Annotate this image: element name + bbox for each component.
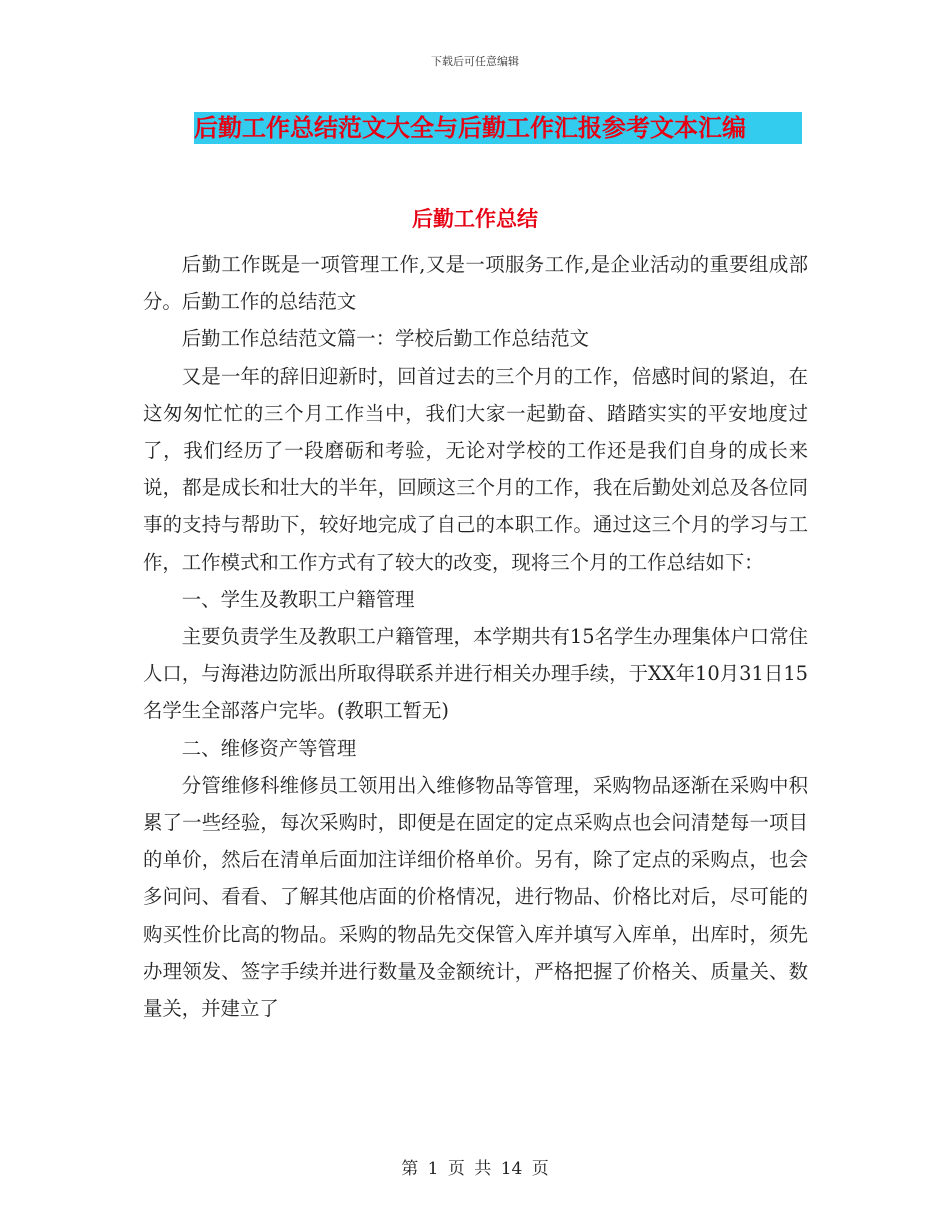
paragraph-maintenance-assets: 分管维修科维修员工领用出入维修物品等管理，采购物品逐渐在采购中积累了一些经验，每次采购时，即便是在固定的定点采购点也会问清楚每一项目的单价，然后在清单后面加注详细价格单价。另有，除了定点的采购点，也会多问问、看看、了解其他店面的价格情况，进行物品、价格比对后，尽可能的购买性价比高的物品。采购的物品先交保管入库并填写入库单，出库时，须先办理领发、签字手续并进行数量及金额统计，严格把握了价格关、质量关、数量关，并建立了	[143, 773, 808, 1021]
heading-maintenance-assets: 二、维修资产等管理	[181, 736, 357, 760]
document-title: 后勤工作总结范文大全与后勤工作汇报参考文本汇编	[194, 112, 802, 144]
section-title: 后勤工作总结	[412, 207, 538, 231]
paragraph-intro: 后勤工作既是一项管理工作,又是一项服务工作,是企业活动的重要组成部分。后勤工作的总结范文	[143, 253, 808, 314]
header-note: 下载后可任意编辑	[431, 55, 519, 68]
paragraph-household-registration: 主要负责学生及教职工户籍管理，本学期共有15名学生办理集体户口常住人口，与海港边防派出所取得联系并进行相关办理手续，于XX年10月31日15名学生全部落户完毕。(教职工暂无)	[143, 625, 808, 723]
heading-household-registration: 一、学生及教职工户籍管理	[181, 587, 415, 611]
page-footer: 第 1 页 共 14 页	[401, 1159, 549, 1179]
paragraph-opening: 又是一年的辞旧迎新时，回首过去的三个月的工作，倍感时间的紧迫，在这匆匆忙忙的三个月工作当中，我们大家一起勤奋、踏踏实实的平安地度过了，我们经历了一段磨砺和考验，无论对学校的工作还是我们自身的成长来说，都是成长和壮大的半年，回顾这三个月的工作，我在后勤处刘总及各位同事的支持与帮助下，较好地完成了自己的本职工作。通过这三个月的学习与工作，工作模式和工作方式有了较大的改变，现将三个月的工作总结如下：	[143, 364, 808, 574]
paragraph-subtitle: 后勤工作总结范文篇一：学校后勤工作总结范文	[181, 327, 589, 351]
document-body	[143, 246, 808, 1027]
